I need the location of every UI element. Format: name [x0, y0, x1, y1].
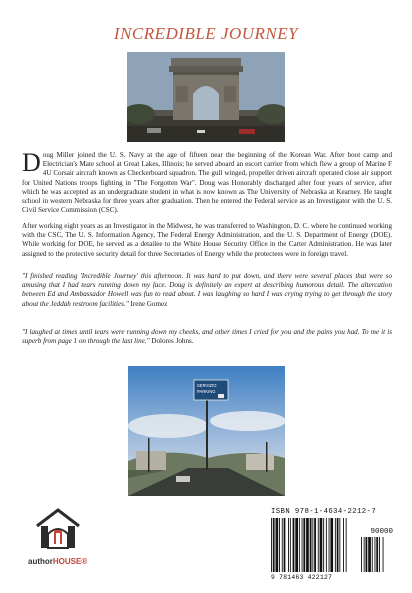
arc-de-triomphe-illustration	[127, 52, 285, 142]
book-title: INCREDIBLE JOURNEY	[113, 24, 299, 43]
sign-line-2: PARKING	[197, 389, 216, 394]
review-quote-2	[22, 328, 392, 346]
review-quote-2-text: "I laughed at times until tears were running down my cheeks, and other times I cried for you and the pains you had. To me it is superb from page 1 on through the last line."	[22, 328, 392, 346]
street-scene-illustration	[128, 366, 285, 496]
barcode-digits: 9 781463 422127	[271, 574, 333, 581]
review-quote-1-text: "I finished reading 'Incredible Journey' this afternoon. It was hard to put down, and there were several places that were so amusing that I had tears running down my face. Doug is definitely an expert at describing humorous detail. The altercation between Ed and Ambassador Howell was fun to read about. I was laughing so hard I was crying trying to get through the story about the Jeddah restroom facilities."	[22, 272, 392, 308]
bio-paragraph-1	[22, 148, 392, 215]
price-code: 90000	[370, 528, 393, 536]
drop-cap: D	[22, 148, 41, 177]
isbn-barcode	[267, 507, 396, 583]
publisher-name-part-2: HOUSE	[52, 557, 82, 566]
authorhouse-logo-icon	[33, 508, 83, 552]
bio-paragraph-1-text: oug Miller joined the U. S. Navy at the age of fifteen near the beginning of the Korean War. After boot camp and Electrician's Mate school at Great Lakes, Illinois; he served aboard an escort carrier from which flew a group of Marine F 4U Corsair aircraft known as Checkerboard squadron. The gull winged, propeller driven aircraft operated close air support for United Nations troops fighting in "The Forgotten War". Doug was Honorably discharged after four years of service, after which he was accepted as an undergraduate student in what is now known as The University of Nebraska at Kearney. He taught school in western Nebraska for three years after graduation. Then he entered the Federal service as an Investigator with the U. S. Civil Service Commission (CSC).	[22, 151, 392, 215]
sign-line-1: SERVIZIO	[197, 383, 217, 388]
review-quote-2-author: Dolores Johns.	[151, 337, 194, 346]
review-quote-1-author: Irene Gomez	[130, 299, 168, 308]
bio-paragraph-2: After working eight years as an Investigator in the Midwest, he was transferred to Washington, D. C. where he continued working with the CSC, The U. S. Information Agency, The Federal Energy Administration, and the U. S. Department of Energy (DOE). While working for DOE, he served as a detailee to the White House Security Office in the Carter Administration. He was later assigned to the protective security detail for three Secretaries of Energy while the protectees were in foreign travel.	[22, 222, 392, 258]
publisher-name	[28, 557, 87, 566]
publisher-name-part-1: author	[28, 557, 53, 566]
arc-de-triomphe-photo	[127, 52, 285, 142]
review-quote-1	[22, 272, 392, 309]
registered-mark: ®	[81, 557, 88, 566]
barcode-bars	[267, 507, 396, 583]
street-sign-photo	[128, 366, 285, 496]
isbn-label: ISBN 978-1-4634-2212-7	[271, 508, 377, 516]
